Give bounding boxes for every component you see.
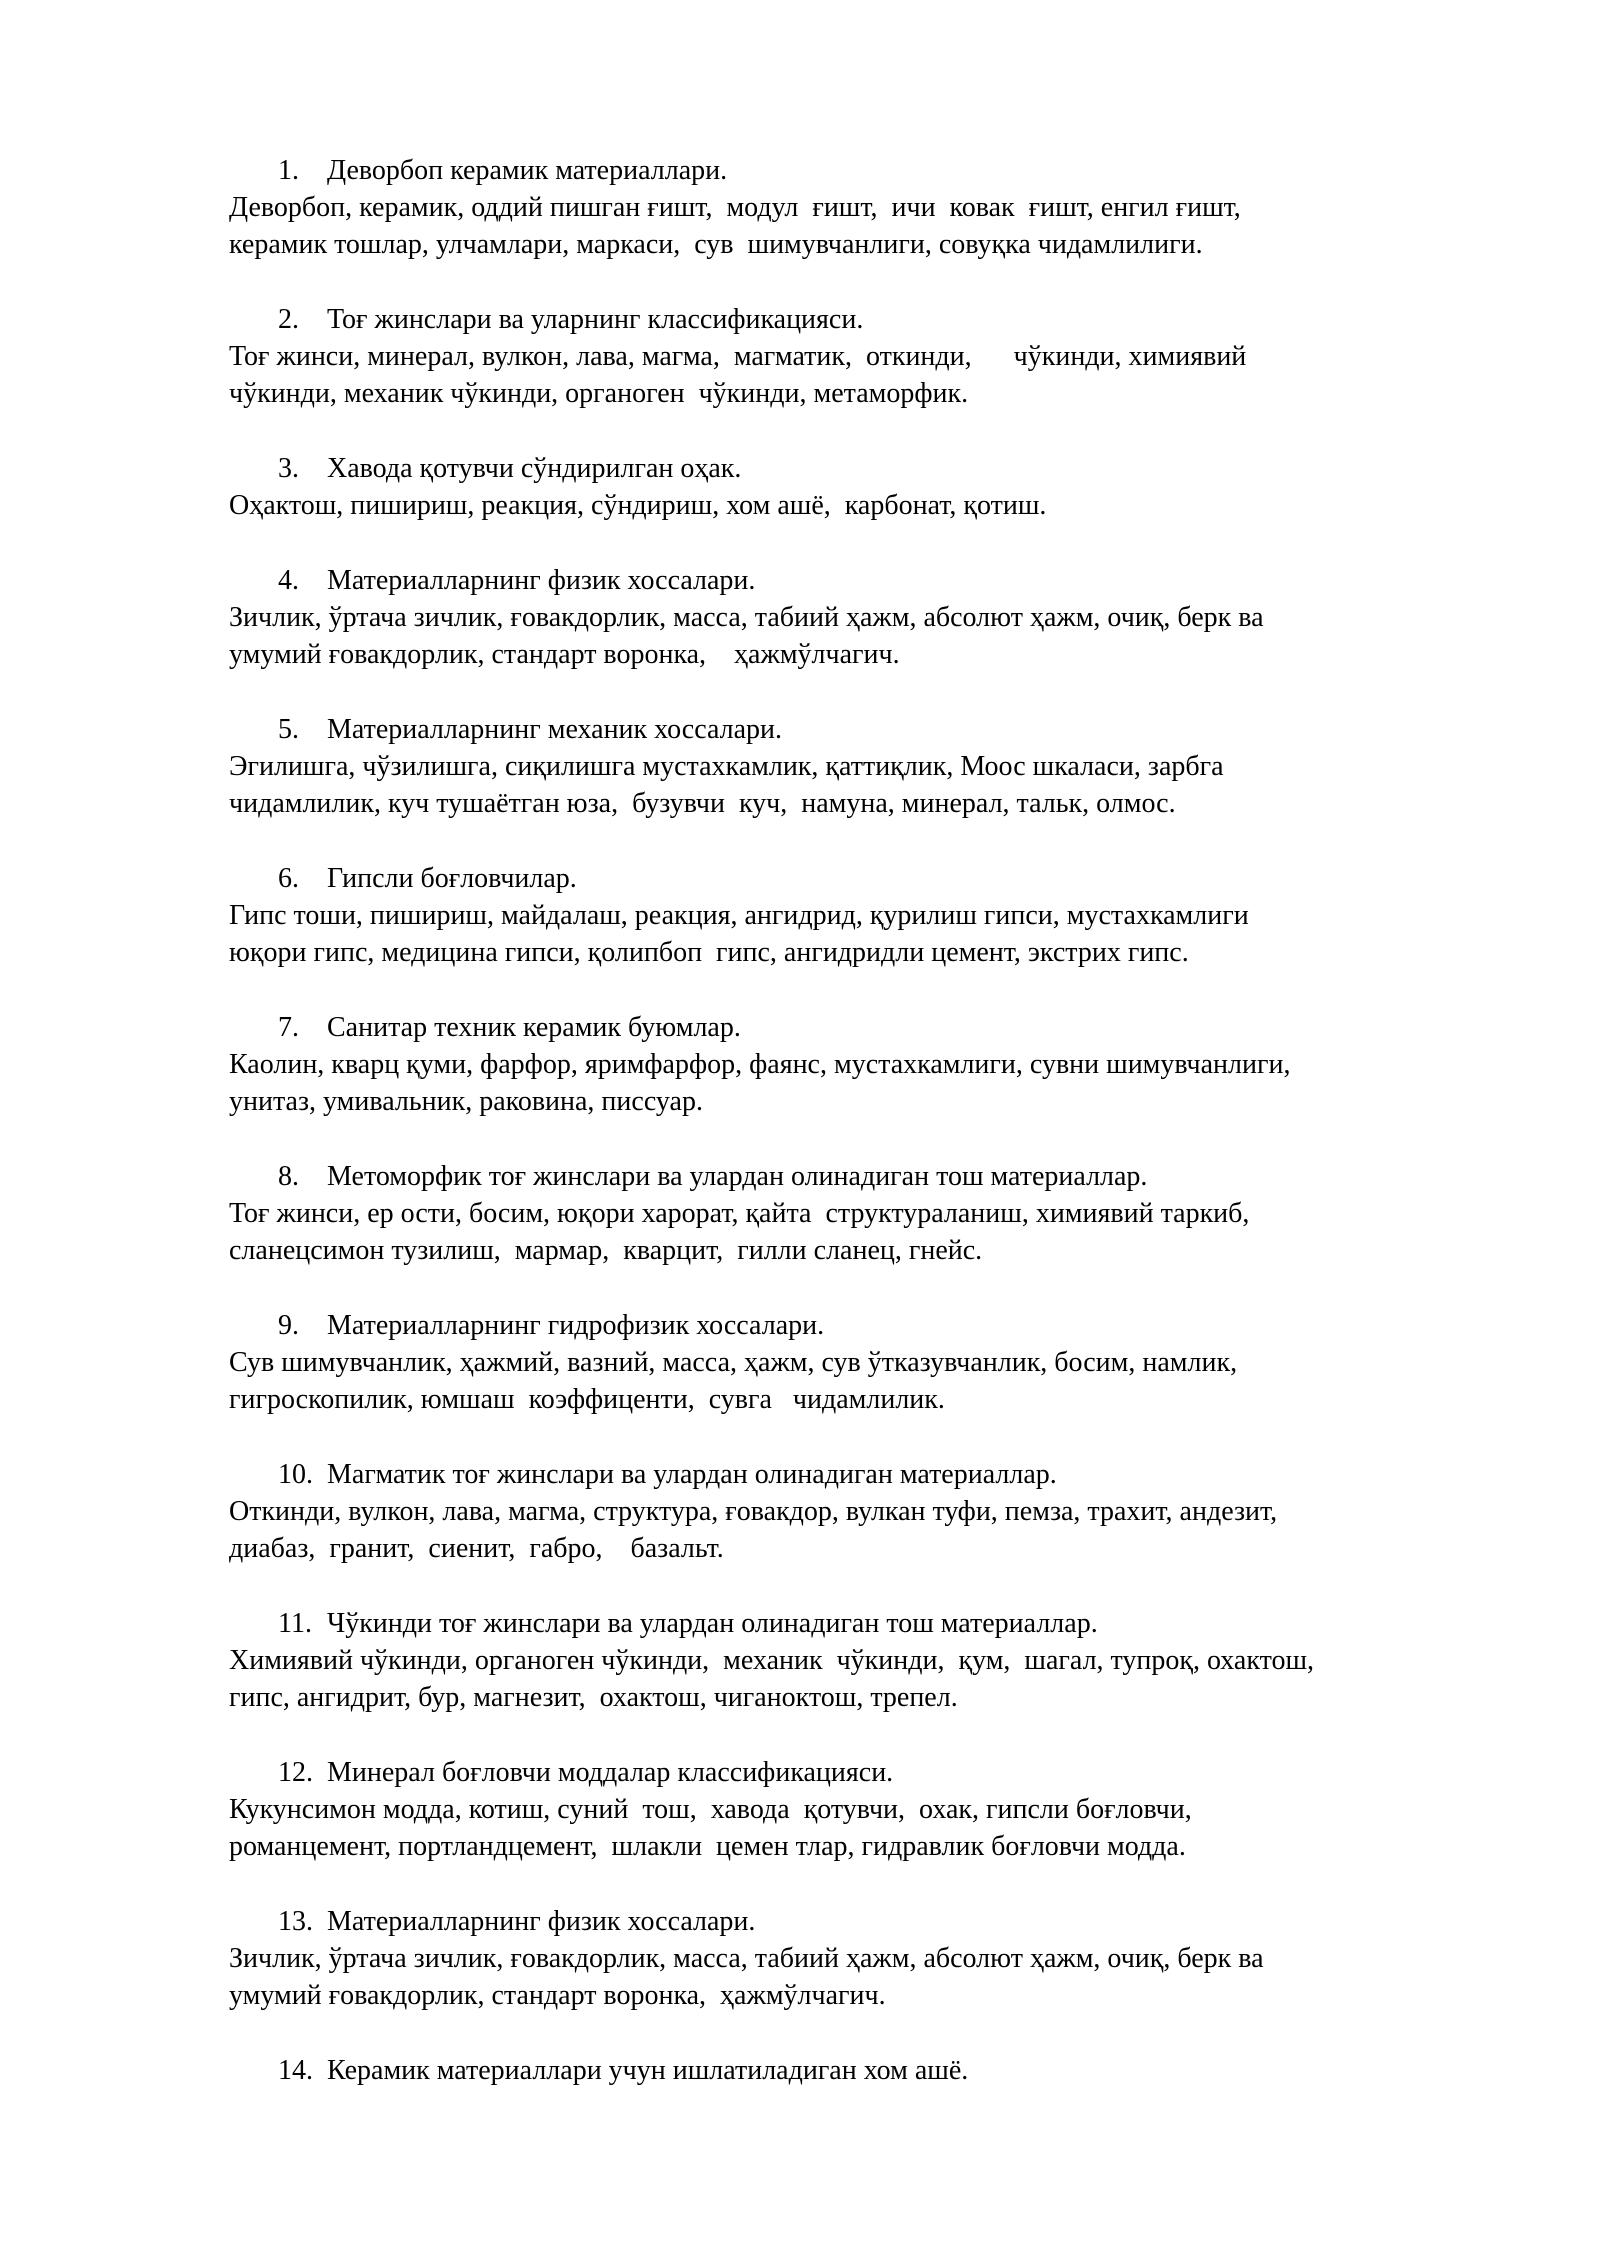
item-title: Хавода қотувчи сўндирилган оҳак. [327, 453, 742, 484]
keyword-line: Зичлик, ўртача зичлик, ғовакдорлик, масса, табиий ҳажм, абсолют ҳажм, очиқ, берк ва [229, 602, 1264, 633]
keyword-line: Тоғ жинси, ер ости, босим, юқори харорат, қайта структураланиш, химиявий таркиб, [229, 1198, 1250, 1229]
list-item [229, 1009, 1529, 1120]
item-heading [229, 1754, 1529, 1791]
item-number: 2. [278, 304, 299, 335]
keyword-line: Химиявий чўкинди, органоген чўкинди, механик чўкинди, қум, шагал, тупроқ, охактош, [229, 1645, 1315, 1676]
keyword-line: романцемент, портландцемент, шлакли цемен тлар, гидравлик боғловчи модда. [229, 1831, 1186, 1862]
keyword-line: Деворбоп, керамик, оддий пишган ғишт, модул ғишт, ичи ковак ғишт, енгил ғишт, [229, 192, 1241, 223]
keyword-line: Сув шимувчанлик, ҳажмий, вазний, масса, ҳажм, сув ўтказувчанлик, босим, намлик, [229, 1347, 1238, 1378]
list-item [229, 1158, 1529, 1269]
item-number: 10. [278, 1459, 313, 1490]
list-item [229, 2052, 1529, 2089]
item-heading [229, 1456, 1529, 1493]
keyword-line: Кукунсимон модда, котиш, суний тош, хавода қотувчи, охак, гипсли боғловчи, [229, 1794, 1192, 1825]
item-title: Материалларнинг физик хоссалари. [327, 565, 756, 596]
item-number: 5. [278, 714, 299, 745]
keyword-line: Оҳактош, пишириш, реакция, сўндириш, хом ашё, карбонат, қотиш. [229, 490, 1047, 521]
list-item [229, 152, 1529, 263]
item-title: Минерал боғловчи моддалар классификацияси. [327, 1757, 894, 1788]
item-title: Материалларнинг механик хоссалари. [327, 714, 783, 745]
list-item [229, 301, 1529, 412]
item-title: Метоморфик тоғ жинслари ва улардан олинадиган тош материаллар. [327, 1161, 1148, 1192]
list-item [229, 1754, 1529, 1865]
list-item [229, 711, 1529, 822]
item-heading [229, 1903, 1529, 1940]
item-heading [229, 711, 1529, 748]
list-item [229, 1605, 1529, 1716]
keyword-line: чўкинди, механик чўкинди, органоген чўкинди, метаморфик. [229, 378, 969, 409]
keyword-line: Гипс тоши, пишириш, майдалаш, реакция, ангидрид, қурилиш гипси, мустахкамлиги [229, 900, 1249, 931]
keyword-line: умумий ғовакдорлик, стандарт воронка, ҳажмўлчагич. [229, 1980, 886, 2011]
keyword-line: сланецсимон тузилиш, мармар, кварцит, гилли сланец, гнейс. [229, 1235, 983, 1266]
keyword-line: гигроскопилик, юмшаш коэффиценти, сувга чидамлилик. [229, 1384, 945, 1415]
item-title: Керамик материаллари учун ишлатиладиган хом ашё. [327, 2055, 969, 2086]
keyword-line: унитаз, умивальник, раковина, писсуар. [229, 1086, 703, 1117]
item-number: 6. [278, 863, 299, 894]
item-heading [229, 1605, 1529, 1642]
keyword-line: чидамлилик, куч тушаётган юза, бузувчи куч, намуна, минерал, тальк, олмос. [229, 788, 1176, 819]
document-page [229, 152, 1529, 2127]
keyword-line: Зичлик, ўртача зичлик, ғовакдорлик, масса, табиий ҳажм, абсолют ҳажм, очиқ, берк ва [229, 1943, 1264, 1974]
list-item [229, 860, 1529, 971]
item-number: 4. [278, 565, 299, 596]
keyword-line: Эгилишга, чўзилишга, сиқилишга мустахкамлик, қаттиқлик, Моос шкаласи, зарбга [229, 751, 1224, 782]
item-title: Тоғ жинслари ва уларнинг классификацияси. [327, 304, 864, 335]
item-heading [229, 1009, 1529, 1046]
keyword-line: умумий ғовакдорлик, стандарт воронка, ҳажмўлчагич. [229, 639, 900, 670]
keyword-line: керамик тошлар, улчамлари, маркаси, сув шимувчанлиги, совуқка чидамлилиги. [229, 229, 1203, 260]
keyword-line: Каолин, кварц қуми, фарфор, яримфарфор, фаянс, мустахкамлиги, сувни шимувчанлиги, [229, 1049, 1291, 1080]
item-title: Магматик тоғ жинслари ва улардан олинадиган материаллар. [327, 1459, 1057, 1490]
item-heading [229, 860, 1529, 897]
item-number: 1. [278, 155, 299, 186]
item-number: 7. [278, 1012, 299, 1043]
item-heading [229, 301, 1529, 338]
keyword-line: диабаз, гранит, сиенит, габро, базальт. [229, 1533, 724, 1564]
list-item [229, 1307, 1529, 1418]
item-number: 11. [278, 1608, 312, 1639]
item-title: Гипсли боғловчилар. [327, 863, 577, 894]
item-number: 8. [278, 1161, 299, 1192]
item-number: 14. [278, 2055, 313, 2086]
item-number: 13. [278, 1906, 313, 1937]
item-title: Материалларнинг физик хоссалари. [327, 1906, 756, 1937]
item-title: Санитар техник керамик буюмлар. [327, 1012, 741, 1043]
keyword-line: юқори гипс, медицина гипси, қолипбоп гипс, ангидридли цемент, экстрих гипс. [229, 937, 1189, 968]
item-number: 9. [278, 1310, 299, 1341]
item-heading [229, 450, 1529, 487]
item-heading [229, 2052, 1529, 2089]
list-item [229, 562, 1529, 673]
keyword-line: Тоғ жинси, минерал, вулкон, лава, магма, магматик, откинди, чўкинди, химиявий [229, 341, 1247, 372]
item-heading [229, 1158, 1529, 1195]
list-item [229, 1456, 1529, 1567]
item-title: Материалларнинг гидрофизик хоссалари. [327, 1310, 825, 1341]
item-heading [229, 1307, 1529, 1344]
list-item [229, 450, 1529, 524]
item-heading [229, 152, 1529, 189]
keyword-line: гипс, ангидрит, бур, магнезит, охактош, чиганоктош, трепел. [229, 1682, 958, 1713]
item-number: 3. [278, 453, 299, 484]
item-title: Деворбоп керамик материаллари. [327, 155, 728, 186]
list-item [229, 1903, 1529, 2014]
keyword-line: Откинди, вулкон, лава, магма, структура, ғовакдор, вулкан туфи, пемза, трахит, андезит, [229, 1496, 1278, 1527]
item-heading [229, 562, 1529, 599]
item-number: 12. [278, 1757, 313, 1788]
item-title: Чўкинди тоғ жинслари ва улардан олинадиган тош материаллар. [327, 1608, 1098, 1639]
